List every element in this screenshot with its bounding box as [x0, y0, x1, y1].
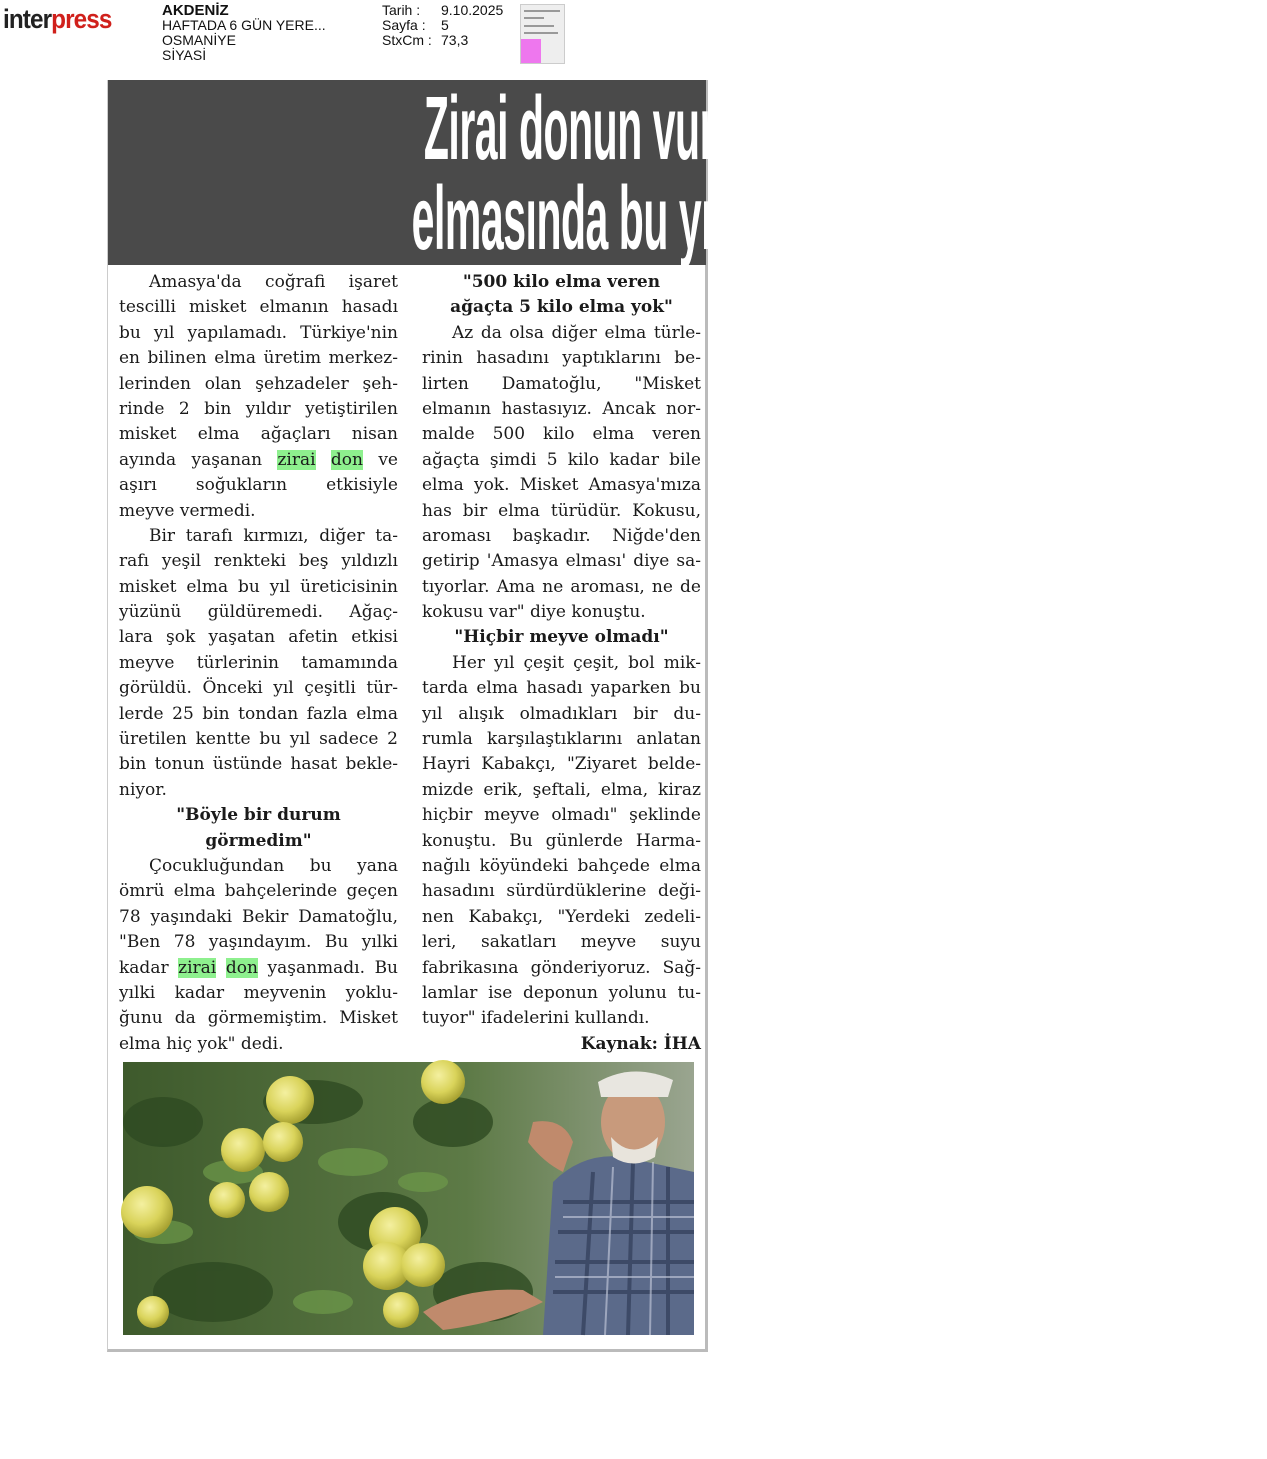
text-segment: yıl alışık olmadıkları bir du- [422, 703, 701, 724]
text-line [119, 321, 398, 346]
text-segment: en bilinen elma üretim merkez- [119, 348, 398, 369]
subheading-line [422, 625, 701, 650]
text-line [119, 625, 398, 650]
text-segment: tescilli misket elmanın hasadı [119, 297, 398, 318]
text-segment: tıyorlar. Ama ne aroması, ne de [422, 576, 701, 597]
article-column-right [422, 270, 701, 1057]
text-segment: lerinden olan şehzadeler şeh- [119, 373, 398, 394]
text-segment: aroması başkadır. Niğde'den [422, 525, 701, 546]
text-segment: tarda elma hasadı yaparken bu [422, 678, 701, 699]
meta-page: Sayfa : 5 [382, 17, 449, 33]
text-line [119, 1006, 398, 1031]
text-line [119, 727, 398, 752]
text-segment: bu yıl yapılamadı. Türkiye'nin [119, 322, 398, 343]
publication-subtitle: HAFTADA 6 GÜN YERE... [162, 17, 326, 33]
text-segment: bin tonun üstünde hasat bekle- [119, 754, 398, 775]
text-segment: ve [362, 449, 398, 470]
text-segment: ayında yaşanan [119, 449, 278, 470]
text-line [422, 879, 701, 904]
interpress-logo [3, 4, 112, 35]
text-segment: Amasya'da coğrafi işaret [149, 272, 398, 292]
publication-info [162, 3, 326, 63]
text-line [422, 397, 701, 422]
text-segment: meyve vermedi. [119, 500, 256, 521]
text-line [422, 346, 701, 371]
text-line [119, 295, 398, 320]
text-line [422, 829, 701, 854]
meta-date: Tarih : 9.10.2025 [382, 2, 504, 18]
text-line [422, 448, 701, 473]
text-line [422, 676, 701, 701]
text-line [119, 956, 398, 981]
text-segment: Her yıl çeşit çeşit, bol mik- [452, 652, 701, 673]
text-segment: "Hiçbir meyve olmadı" [454, 627, 669, 648]
subheading-line [119, 829, 398, 854]
text-segment: Çocukluğundan bu yana [149, 855, 398, 876]
text-segment: elmanın hastasıyız. Ancak nor- [422, 398, 701, 419]
text-line [119, 524, 398, 549]
text-segment: misket elma ağaçları nisan [119, 424, 398, 445]
text-segment: niyor. [119, 779, 167, 800]
text-line [119, 600, 398, 625]
publication-category: SİYASİ [162, 47, 207, 63]
text-line [422, 956, 701, 981]
text-segment: rinde 2 bin yıldır yetiştirilen [119, 398, 398, 419]
text-line [422, 1006, 701, 1031]
text-line [119, 651, 398, 676]
highlighted-keyword: zirai [277, 449, 316, 470]
text-segment: lerde 25 bin tondan fazla elma [119, 703, 398, 724]
text-line [119, 854, 398, 879]
text-line [119, 778, 398, 803]
text-line [422, 372, 701, 397]
headline-line-1: Zirai donun vurduğu misket [423, 79, 952, 179]
news-article [107, 79, 952, 1352]
text-segment: hasadını sürdürdüklerine deği- [422, 881, 701, 902]
highlighted-keyword: don [225, 957, 258, 978]
text-line [119, 1032, 398, 1057]
page-thumbnail[interactable] [520, 4, 565, 64]
text-line [422, 778, 701, 803]
text-line [422, 321, 701, 346]
text-segment: hiçbir meyve olmadı" şeklinde [422, 805, 701, 826]
text-segment: 78 yaşındaki Bekir Damatoğlu, [119, 906, 398, 927]
text-line [422, 930, 701, 955]
text-segment: leri, sakatları meyve suyu [422, 932, 701, 953]
clipping-header [0, 0, 723, 70]
text-line [119, 448, 398, 473]
text-line [422, 854, 701, 879]
text-segment: konuştu. Bu günlerde Harma- [422, 830, 701, 851]
text-segment: ğunu da görmemiştim. Misket [119, 1008, 398, 1029]
text-line [119, 930, 398, 955]
text-segment: has bir elma türüdür. Kokusu, [422, 500, 701, 521]
text-segment: mizde erik, şeftali, elma, kiraz [422, 779, 701, 800]
subheading-line [119, 803, 398, 828]
text-line [422, 499, 701, 524]
text-line [422, 803, 701, 828]
text-line [422, 905, 701, 930]
text-segment: görüldü. Önceki yıl çeşitli tür- [119, 678, 398, 699]
text-segment: meyve türlerinin tamamında [119, 652, 398, 673]
text-segment: rumla karşılaştıklarını anlatan [422, 729, 701, 750]
text-line [422, 752, 701, 777]
article-column-left [119, 270, 398, 1057]
text-line [422, 549, 701, 574]
article-photo-apple-harvest [123, 1062, 694, 1335]
logo-text-press: press [51, 4, 112, 34]
source-credit [422, 1032, 701, 1057]
text-line [422, 981, 701, 1006]
text-segment: Kaynak: İHA [580, 1033, 701, 1054]
text-segment: misket elma bu yıl üreticisinin [119, 576, 398, 597]
text-line [422, 651, 701, 676]
text-line [422, 702, 701, 727]
text-segment: getirip 'Amasya elması' diye sa- [422, 551, 701, 572]
text-segment: Az da olsa diğer elma türle- [452, 322, 701, 343]
publication-city: OSMANİYE [162, 32, 236, 48]
text-segment: ağaçta 5 kilo elma yok" [450, 297, 673, 318]
text-segment: nen Kabakçı, "Yerdeki zedeli- [422, 906, 701, 927]
text-line [119, 879, 398, 904]
text-segment: görmedim" [205, 830, 312, 851]
text-line [422, 575, 701, 600]
text-line [119, 422, 398, 447]
text-segment: ağaçta şimdi 5 kilo kadar bile [422, 449, 701, 470]
text-line [422, 524, 701, 549]
text-line [119, 575, 398, 600]
text-line [119, 346, 398, 371]
text-segment: kokusu var" diye konuştu. [422, 602, 646, 623]
text-line [422, 422, 701, 447]
text-segment: malde 500 kilo elma veren [422, 424, 701, 445]
text-segment: aşırı soğukların etkisiyle [119, 475, 398, 496]
text-segment: üretilen kentte bu yıl sadece 2 [119, 729, 398, 750]
headline-line-2: elmasında bu yıl hasat yok [411, 169, 919, 269]
clipping-meta [382, 3, 503, 48]
text-segment: Bir tarafı kırmızı, diğer ta- [149, 525, 398, 546]
text-segment: Hayri Kabakçı, "Ziyaret belde- [422, 754, 701, 775]
text-segment: yaşanmadı. Bu [257, 957, 399, 978]
text-line [119, 397, 398, 422]
text-line [119, 702, 398, 727]
highlighted-keyword: don [330, 449, 363, 470]
text-segment: tuyor" ifadelerini kullandı. [422, 1008, 650, 1029]
text-segment [216, 958, 226, 978]
text-segment: yılki kadar meyvenin yoklu- [119, 982, 398, 1003]
highlighted-keyword: zirai [178, 957, 217, 978]
text-line [119, 905, 398, 930]
text-segment: nağılı köyündeki bahçede elma [422, 855, 701, 876]
text-segment: rafı yeşil renkteki beş yıldızlı [119, 551, 398, 572]
text-segment: ömrü elma bahçelerinde geçen [119, 881, 398, 902]
text-line [119, 549, 398, 574]
text-segment [316, 450, 331, 470]
logo-text-inter: inter [3, 4, 52, 34]
text-segment: rinin hasadını yaptıklarını be- [422, 348, 701, 369]
text-segment: lamlar ise deponun yolunu tu- [422, 982, 701, 1003]
text-segment: fabrikasına gönderiyoruz. Sağ- [422, 957, 701, 978]
text-line [422, 600, 701, 625]
text-line [119, 270, 398, 295]
text-segment: "Böyle bir durum [176, 805, 341, 826]
subheading-line [422, 295, 701, 320]
text-segment: "500 kilo elma veren [462, 272, 661, 292]
text-segment: lara şok yaşatan afetin etkisi [119, 627, 398, 648]
text-line [119, 981, 398, 1006]
meta-stxcm: StxCm : 73,3 [382, 32, 469, 48]
text-line [422, 727, 701, 752]
text-line [119, 752, 398, 777]
text-segment: elma hiç yok" dedi. [119, 1033, 284, 1054]
text-line [119, 372, 398, 397]
subheading-line [422, 270, 701, 295]
text-segment: "Ben 78 yaşındayım. Bu yılki [119, 932, 398, 953]
text-line [119, 676, 398, 701]
text-segment: yüzünü güldüremedi. Ağaç- [119, 602, 398, 623]
text-segment: elma yok. Misket Amasya'mıza [422, 475, 701, 496]
text-segment: kadar [119, 957, 179, 978]
text-segment: lirten Damatoğlu, "Misket [422, 373, 701, 394]
text-line [119, 499, 398, 524]
text-line [422, 473, 701, 498]
publication-name: AKDENİZ [162, 2, 229, 19]
text-line [119, 473, 398, 498]
article-headline [108, 79, 952, 269]
